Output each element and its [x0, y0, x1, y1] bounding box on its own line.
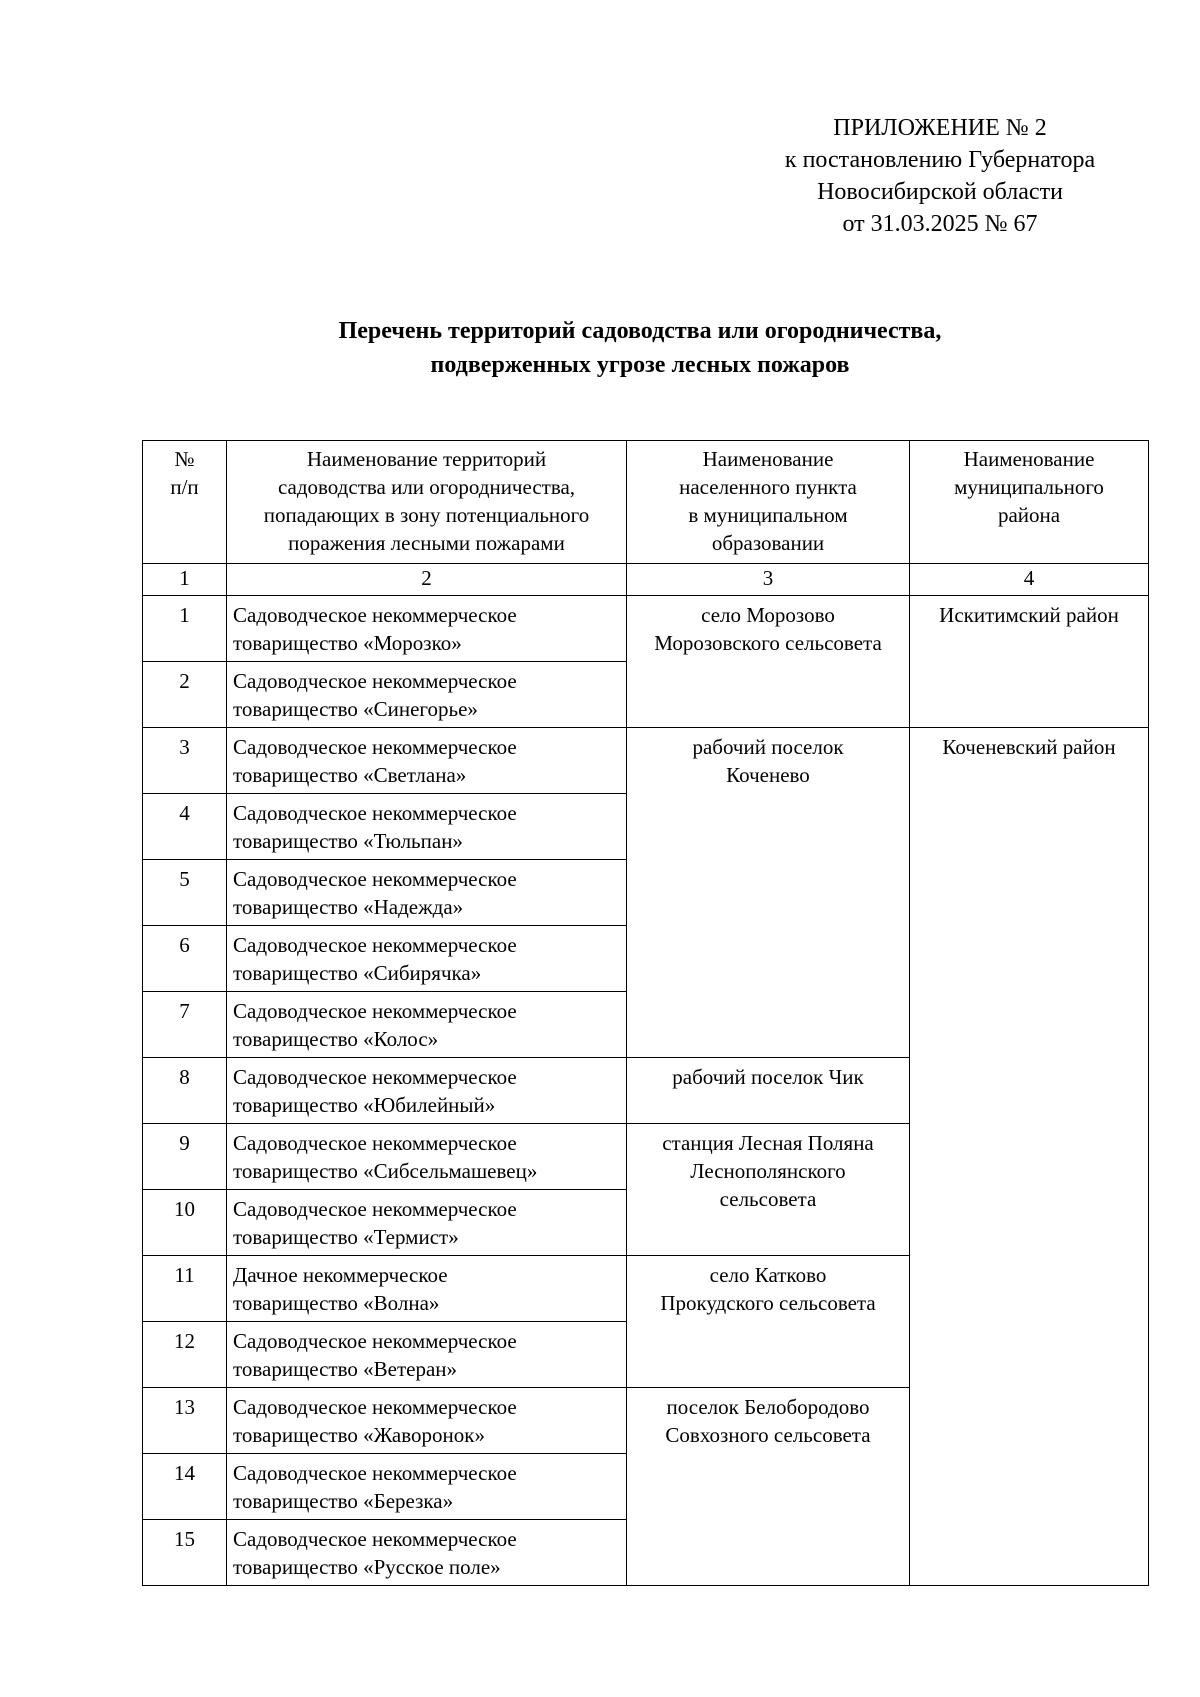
row-territory-name: Садоводческое некоммерческое товарищество «Сибсельмашевец»	[227, 1124, 627, 1190]
row-territory-name: Садоводческое некоммерческое товарищество «Тюльпан»	[227, 794, 627, 860]
row-territory-name: Садоводческое некоммерческое товарищество «Морозко»	[227, 596, 627, 662]
document-title-line-2: подверженных угрозе лесных пожаров	[430, 352, 850, 378]
column-number-row	[143, 564, 1149, 596]
district-cell: Коченевский район	[910, 728, 1149, 1586]
document-title-line-1: Перечень территорий садоводства или огородничества,	[338, 318, 942, 344]
row-territory-name: Садоводческое некоммерческое товарищество «Русское поле»	[227, 1520, 627, 1586]
appendix-block	[700, 112, 1180, 240]
table-row	[143, 728, 1149, 794]
row-territory-name: Дачное некоммерческое товарищество «Волна»	[227, 1256, 627, 1322]
row-num: 7	[143, 992, 227, 1058]
row-territory-name: Садоводческое некоммерческое товарищество «Жаворонок»	[227, 1388, 627, 1454]
row-territory-name: Садоводческое некоммерческое товарищество «Светлана»	[227, 728, 627, 794]
row-num: 11	[143, 1256, 227, 1322]
settlement-cell: рабочий поселок Коченево	[627, 728, 910, 1058]
row-num: 8	[143, 1058, 227, 1124]
column-number: 2	[227, 564, 627, 596]
district-cell: Искитимский район	[910, 596, 1149, 728]
table-row	[143, 596, 1149, 662]
settlement-cell: село Морозово Морозовского сельсовета	[627, 596, 910, 728]
settlement-cell: поселок Белобородово Совхозного сельсовета	[627, 1388, 910, 1586]
row-territory-name: Садоводческое некоммерческое товарищество «Юбилейный»	[227, 1058, 627, 1124]
settlement-cell: рабочий поселок Чик	[627, 1058, 910, 1124]
settlement-cell: село Катково Прокудского сельсовета	[627, 1256, 910, 1388]
header-settlement: Наименование населенного пункта в муниципальном образовании	[627, 441, 910, 564]
column-number: 1	[143, 564, 227, 596]
territories-table	[142, 440, 1149, 1586]
settlement-cell: станция Лесная Поляна Леснополянского сельсовета	[627, 1124, 910, 1256]
row-num: 4	[143, 794, 227, 860]
row-territory-name: Садоводческое некоммерческое товарищество «Надежда»	[227, 860, 627, 926]
row-num: 5	[143, 860, 227, 926]
document-title	[140, 314, 1140, 382]
row-territory-name: Садоводческое некоммерческое товарищество «Березка»	[227, 1454, 627, 1520]
row-num: 12	[143, 1322, 227, 1388]
table-header-row	[143, 441, 1149, 564]
row-num: 2	[143, 662, 227, 728]
header-district: Наименование муниципального района	[910, 441, 1149, 564]
row-territory-name: Садоводческое некоммерческое товарищество «Сибирячка»	[227, 926, 627, 992]
row-territory-name: Садоводческое некоммерческое товарищество «Колос»	[227, 992, 627, 1058]
appendix-title: ПРИЛОЖЕНИЕ № 2	[833, 115, 1047, 141]
row-num: 13	[143, 1388, 227, 1454]
row-num: 15	[143, 1520, 227, 1586]
header-territory-name: Наименование территорий садоводства или огородничества, попадающих в зону потенциального поражения лесными пожарами	[227, 441, 627, 564]
row-num: 10	[143, 1190, 227, 1256]
appendix-region: Новосибирской области	[817, 179, 1063, 205]
row-territory-name: Садоводческое некоммерческое товарищество «Термист»	[227, 1190, 627, 1256]
row-num: 14	[143, 1454, 227, 1520]
row-territory-name: Садоводческое некоммерческое товарищество «Синегорье»	[227, 662, 627, 728]
row-num: 9	[143, 1124, 227, 1190]
column-number: 3	[627, 564, 910, 596]
row-territory-name: Садоводческое некоммерческое товарищество «Ветеран»	[227, 1322, 627, 1388]
row-num: 1	[143, 596, 227, 662]
appendix-date-number: от 31.03.2025 № 67	[842, 211, 1038, 237]
row-num: 3	[143, 728, 227, 794]
header-num: № п/п	[143, 441, 227, 564]
appendix-reference: к постановлению Губернатора	[784, 147, 1096, 173]
row-num: 6	[143, 926, 227, 992]
column-number: 4	[910, 564, 1149, 596]
